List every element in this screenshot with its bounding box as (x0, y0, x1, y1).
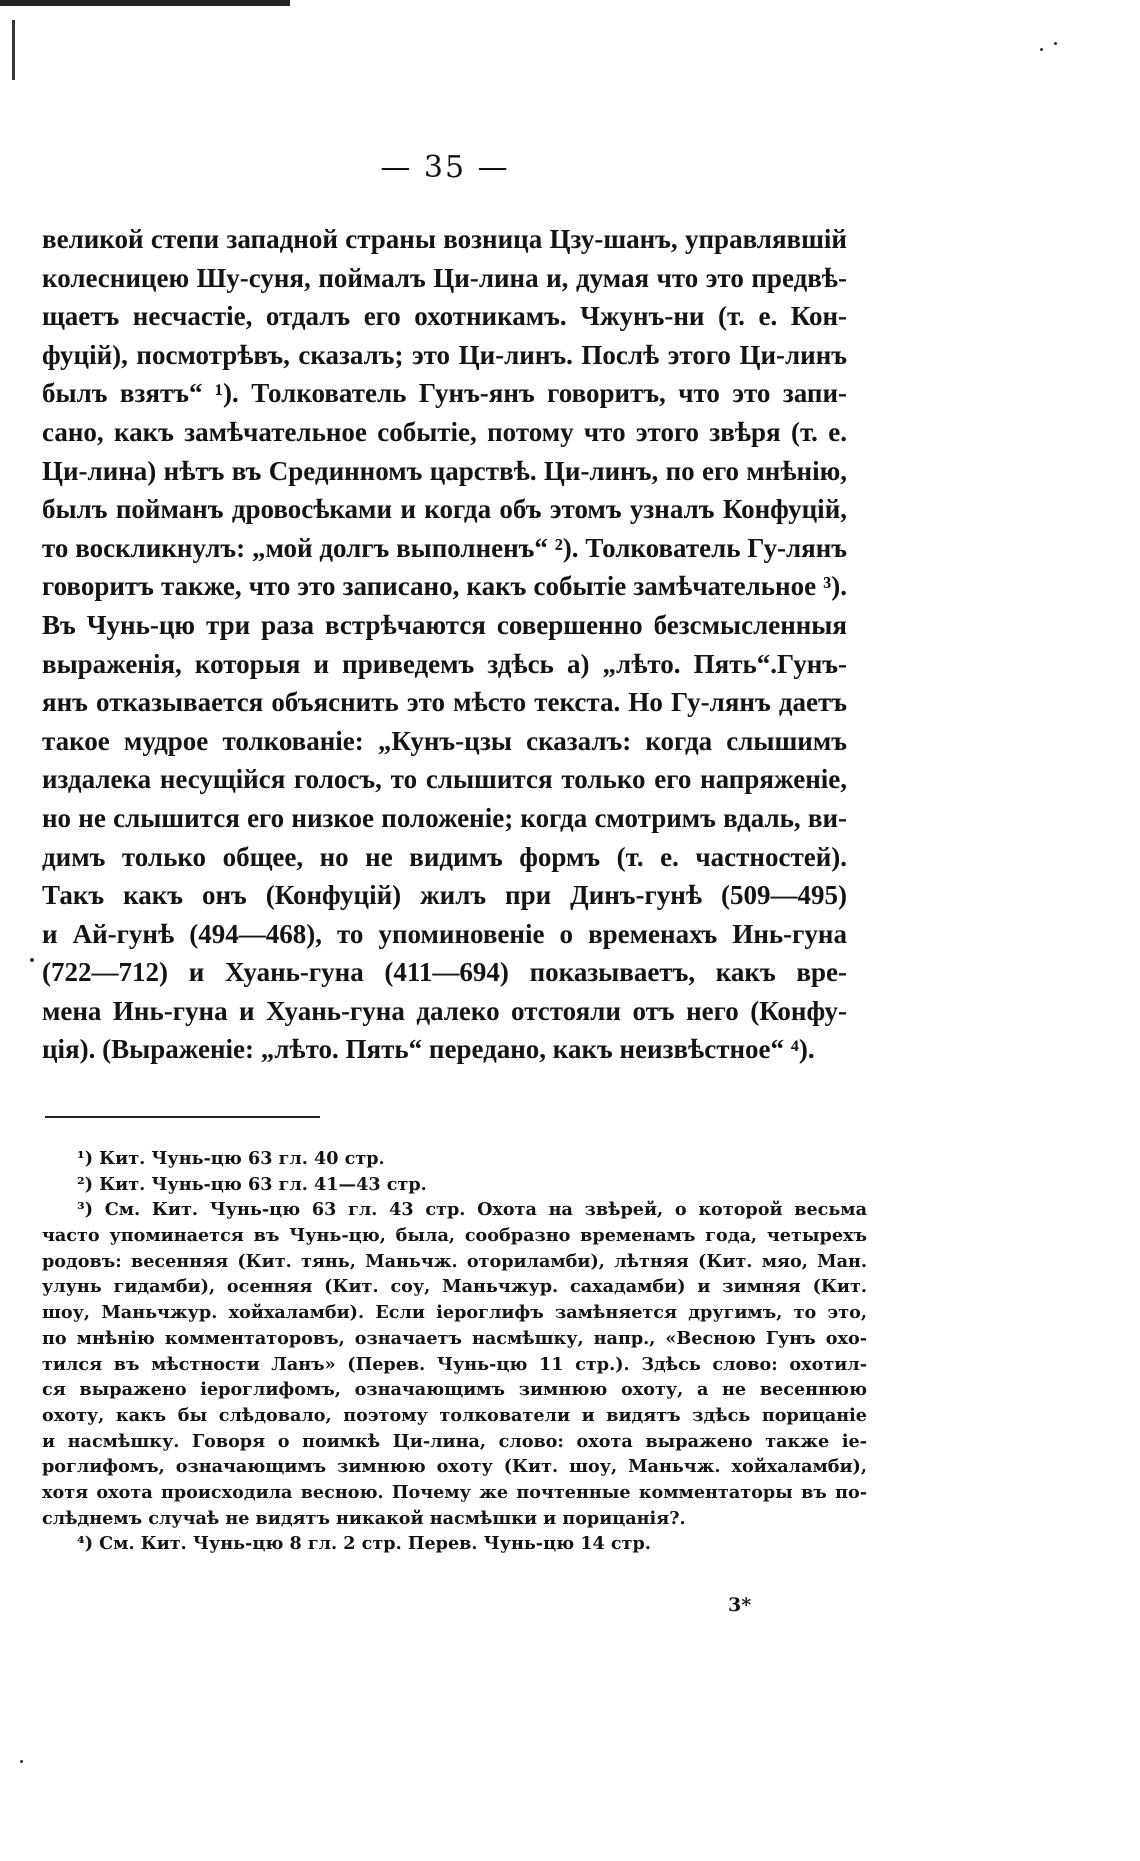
body-line: но не слышится его низкое положеніе; когда смотримъ вдаль, ви- (42, 802, 847, 833)
footnote-3-line: родовъ: весенняя (Кит. тянь, Маньчж. отoриламби), лѣтняя (Кит. мяо, Ман. (42, 1250, 867, 1272)
footnote-3-line: роглифомъ, означающимъ зимнюю охоту (Кит. шоу, Маньчж. хойхаламби), (42, 1456, 867, 1478)
body-line: издалека несущійся голосъ, то слышится только его напряженіе, (42, 764, 847, 795)
footnote-3-line: хотя охота происходила весною. Почему же почтенные комментаторы въ по- (42, 1481, 867, 1503)
print-speck (1054, 42, 1057, 45)
body-line: мена Инь-гуна и Хуань-гуна далеко отстояли отъ него (Конфу- (42, 995, 847, 1026)
print-speck (1040, 48, 1043, 51)
footnote-4: ⁴) См. Кит. Чунь-цю 8 гл. 2 стр. Перев. Чунь-цю 14 стр. (77, 1533, 651, 1555)
footnote-1: ¹) Кит. Чунь-цю 63 гл. 40 стр. (77, 1148, 385, 1169)
body-line: говоритъ также, что это записано, какъ событіе замѣчательное ³). (42, 571, 847, 602)
body-line: янъ отказывается объяснить это мѣсто текста. Но Гу-лянъ даетъ (42, 687, 847, 718)
footnote-3-line: по мнѣнію комментаторовъ, означаетъ насмѣшку, напр., «Весною Гунъ охо- (42, 1327, 867, 1349)
page-number: — 35 — (380, 150, 510, 185)
print-speck (30, 958, 34, 962)
page-top-border (0, 0, 290, 6)
page-left-edge (12, 20, 15, 80)
print-speck (20, 1760, 23, 1763)
signature-mark: 3* (728, 1594, 752, 1616)
body-line: выраженія, которыя и приведемъ здѣсь а) „лѣто. Пять“.Гунъ- (42, 648, 847, 679)
footnote-3-line: улунь гидамби), осенняя (Кит. соу, Маньчжур. сахадамби) и зимняя (Кит. (42, 1276, 867, 1298)
body-line: такое мудрое толкованіе: „Кунъ-цзы сказалъ: когда слышимъ (42, 725, 847, 756)
body-line: Ци-лина) нѣтъ въ Срединномъ царствѣ. Ци-линъ, по его мнѣнію, (42, 455, 847, 486)
footnote-3-line: тился въ мѣстности Ланъ» (Перев. Чунь-цю 11 стр.). Здѣсь слово: охотил- (42, 1353, 867, 1375)
body-line: былъ пойманъ дровосѣками и когда объ этомъ узналъ Конфуцій, (42, 494, 847, 525)
body-text (42, 220, 847, 1069)
footnote-3-line: и насмѣшку. Говоря о поимкѣ Ци-лина, слово: охота выражено также іе- (42, 1430, 867, 1452)
body-line: димъ только общее, но не видимъ формъ (т. е. частностей). (42, 841, 847, 872)
footnote-3-line: ся выражено іероглифомъ, означающимъ зимнюю охоту, а не весеннюю (42, 1379, 867, 1401)
body-line: фуцій), посмотрѣвъ, сказалъ; это Ци-линъ. Послѣ этого Ци-линъ (42, 339, 847, 370)
footnote-divider (45, 1116, 320, 1118)
footnotes (42, 1146, 867, 1557)
footnote-3-line: слѣднемъ случаѣ не видятъ никакой насмѣшки и порицанія?. (42, 1507, 686, 1529)
body-line: то воскликнулъ: „мой долгъ выполненъ“ ²). Толкователь Гу-лянъ (42, 532, 847, 563)
body-line: щаетъ несчастіе, отдалъ его охотникамъ. Чжунъ-ни (т. е. Кон- (42, 301, 847, 332)
body-line: великой степи западной страны возница Цзу-шанъ, управлявшій (42, 224, 847, 254)
body-line: Въ Чунь-цю три раза встрѣчаются совершенно безсмысленныя (42, 609, 847, 640)
body-line: Такъ какъ онъ (Конфуцій) жилъ при Динъ-гунѣ (509—495) (42, 880, 847, 911)
body-line: и Ай-гунѣ (494—468), то упоминовеніе о временахъ Инь-гуна (42, 918, 847, 949)
body-line: ція). (Выраженіе: „лѣто. Пять“ передано, какъ неизвѣстное“ ⁴). (42, 1034, 815, 1065)
body-line: (722—712) и Хуань-гуна (411—694) показываетъ, какъ вре- (42, 957, 847, 988)
footnote-3-line: часто упоминается въ Чунь-цю, была, сообразно временамъ года, четырехъ (42, 1225, 867, 1247)
body-line: былъ взятъ“ ¹). Толкователь Гунъ-янъ говоритъ, что это запи- (42, 378, 847, 409)
footnote-2: ²) Кит. Чунь-цю 63 гл. 41—43 стр. (77, 1173, 427, 1195)
footnote-3-line: охоту, какъ бы слѣдовало, поэтому толкователи и видятъ здѣсь порицаніе (42, 1404, 867, 1426)
footnote-3-line: ³) См. Кит. Чунь-цю 63 гл. 43 стр. Охота на звѣрей, о которой весьма (77, 1199, 867, 1221)
body-line: колесницею Шу-суня, поймалъ Ци-лина и, думая что это предвѣ- (42, 262, 847, 293)
footnote-3-line: шоу, Маньчжур. хойхаламби). Если іероглифъ замѣняется другимъ, то это, (42, 1302, 867, 1324)
body-line: сано, какъ замѣчательное событіе, потому что этого звѣря (т. е. (42, 416, 847, 447)
